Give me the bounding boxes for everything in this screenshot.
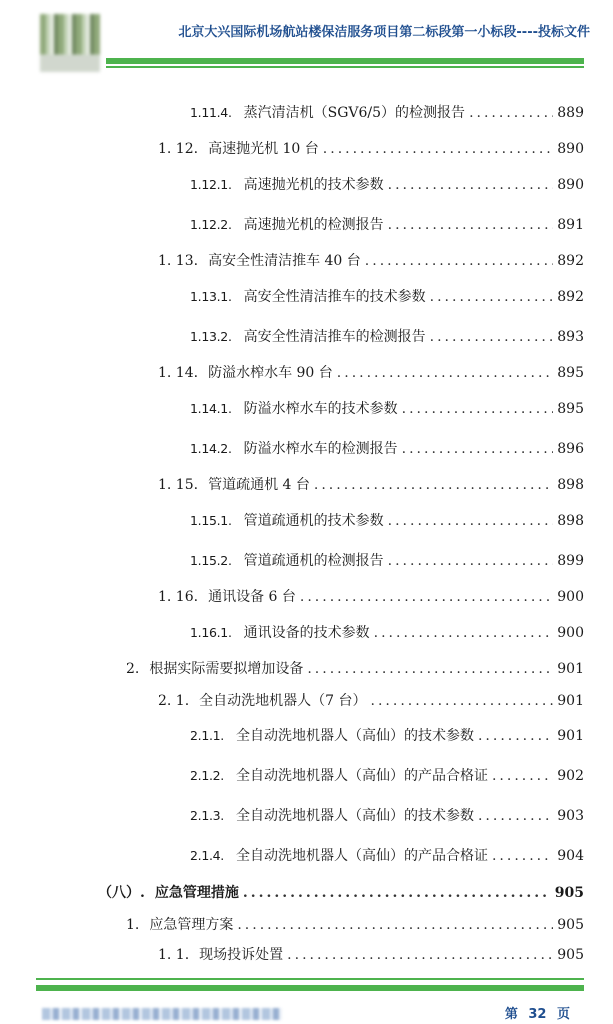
- toc-entry-title: 高速抛光机的技术参数: [243, 177, 384, 193]
- toc-dot-leader: [478, 728, 553, 744]
- toc-dot-leader: [402, 441, 554, 457]
- toc-entry-number: 1.14.2.: [190, 441, 232, 456]
- toc-dot-leader: [388, 177, 554, 193]
- toc-entry-page: 901: [557, 693, 584, 709]
- toc-entry-title: 全自动洗地机器人（高仙）的技术参数: [235, 728, 474, 744]
- page-number: 第 32 页: [504, 1007, 570, 1022]
- toc-entry-title: 高安全性清洁推车的检测报告: [243, 329, 426, 345]
- toc-entry-title: 全自动洗地机器人（高仙）的产品合格证: [235, 848, 488, 864]
- toc-entry[interactable]: [190, 102, 584, 122]
- footer-company-text: [42, 1008, 282, 1020]
- toc-entry-number: 2. 1.: [158, 693, 190, 709]
- toc-dot-leader: [469, 105, 553, 121]
- toc-entry-title: 全自动洗地机器人（高仙）的产品合格证: [235, 768, 488, 784]
- toc-entry-title: 高安全性清洁推车 40 台: [208, 253, 361, 269]
- toc-entry-page: 898: [557, 477, 584, 493]
- toc-entry-number: 1.12.1.: [190, 177, 232, 192]
- toc-entry-number: 1.12.2.: [190, 217, 232, 232]
- toc-dot-leader: [492, 848, 553, 864]
- toc-entry-number: （八）.: [98, 885, 145, 901]
- toc-entry-number: 1.15.1.: [190, 513, 232, 528]
- footer-rule-thin: [36, 978, 584, 980]
- toc-entry-title: 防溢水榨水车的检测报告: [243, 441, 398, 457]
- toc-dot-leader: [371, 693, 554, 709]
- toc-dot-leader: [314, 477, 553, 493]
- toc-entry-number: 2.1.1.: [190, 728, 224, 743]
- toc-entry-title: 管道疏通机 4 台: [208, 477, 310, 493]
- toc-entry-title: 根据实际需要拟增加设备: [149, 661, 304, 677]
- toc-dot-leader: [374, 625, 554, 641]
- toc-entry-title: 防溢水榨水车 90 台: [208, 365, 333, 381]
- toc-entry[interactable]: [126, 914, 584, 934]
- toc-dot-leader: [365, 253, 553, 269]
- toc-dot-leader: [388, 217, 554, 233]
- toc-dot-leader: [243, 885, 551, 901]
- toc-entry-page: 900: [557, 589, 584, 605]
- toc-dot-leader: [478, 808, 553, 824]
- toc-entry[interactable]: [190, 622, 584, 642]
- toc-entry-page: 895: [557, 401, 584, 417]
- toc-entry-number: 1.16.1.: [190, 625, 232, 640]
- toc-entry-title: 应急管理方案: [149, 917, 234, 933]
- toc-entry-number: 1.11.4.: [190, 105, 232, 120]
- toc-entry[interactable]: [158, 138, 584, 158]
- toc-entry[interactable]: [190, 398, 584, 418]
- company-logo: [40, 14, 100, 72]
- toc-entry-title: 现场投诉处置: [199, 947, 284, 963]
- toc-entry-page: 901: [557, 661, 584, 677]
- toc-entry[interactable]: [190, 286, 584, 306]
- toc-entry-title: 管道疏通机的检测报告: [243, 553, 384, 569]
- footer-rule: [36, 985, 584, 991]
- toc-entry-number: 1.13.1.: [190, 289, 232, 304]
- toc-dot-leader: [300, 589, 553, 605]
- toc-entry-title: 应急管理措施: [154, 885, 239, 901]
- toc-entry-page: 902: [557, 768, 584, 784]
- toc-entry-page: 901: [557, 728, 584, 744]
- toc-entry[interactable]: [190, 174, 584, 194]
- toc-entry-number: 1. 16.: [158, 589, 199, 605]
- toc-entry-number: 1.: [126, 917, 140, 933]
- toc-entry-title: 通讯设备 6 台: [208, 589, 296, 605]
- toc-entry-page: 898: [557, 513, 584, 529]
- toc-entry[interactable]: [126, 658, 584, 678]
- toc-entry-number: 2.1.3.: [190, 808, 224, 823]
- toc-entry-number: 1.14.1.: [190, 401, 232, 416]
- toc-entry[interactable]: [190, 326, 584, 346]
- toc-entry[interactable]: [190, 765, 584, 785]
- toc-entry[interactable]: [98, 882, 584, 902]
- toc-dot-leader: [430, 329, 554, 345]
- toc-dot-leader: [388, 513, 554, 529]
- toc-entry-title: 全自动洗地机器人（高仙）的技术参数: [235, 808, 474, 824]
- toc-entry[interactable]: [158, 944, 584, 964]
- toc-entry-page: 896: [557, 441, 584, 457]
- toc-entry-page: 899: [557, 553, 584, 569]
- toc-entry[interactable]: [158, 250, 584, 270]
- toc-dot-leader: [237, 917, 553, 933]
- document-header-title: 北京大兴国际机场航站楼保洁服务项目第二标段第一小标段----投标文件: [178, 25, 590, 40]
- toc-entry-page: 895: [557, 365, 584, 381]
- toc-entry[interactable]: [190, 214, 584, 234]
- toc-entry-page: 891: [557, 217, 584, 233]
- toc-entry-page: 893: [557, 329, 584, 345]
- toc-entry-title: 防溢水榨水车的技术参数: [243, 401, 398, 417]
- toc-entry-page: 892: [557, 289, 584, 305]
- toc-entry-number: 1. 15.: [158, 477, 199, 493]
- toc-dot-leader: [323, 141, 553, 157]
- toc-entry[interactable]: [158, 474, 584, 494]
- toc-entry-page: 889: [557, 105, 584, 121]
- toc-entry[interactable]: [190, 725, 584, 745]
- toc-entry-page: 890: [557, 177, 584, 193]
- toc-dot-leader: [402, 401, 554, 417]
- toc-entry-title: 高速抛光机的检测报告: [243, 217, 384, 233]
- toc-entry-page: 892: [557, 253, 584, 269]
- toc-entry[interactable]: [190, 438, 584, 458]
- toc-dot-leader: [287, 947, 553, 963]
- toc-entry[interactable]: [190, 845, 584, 865]
- toc-entry-title: 通讯设备的技术参数: [243, 625, 370, 641]
- toc-entry[interactable]: [190, 510, 584, 530]
- toc-entry-page: 903: [557, 808, 584, 824]
- toc-dot-leader: [492, 768, 553, 784]
- toc-entry-title: 高速抛光机 10 台: [208, 141, 319, 157]
- toc-entry-number: 1. 12.: [158, 141, 199, 157]
- toc-entry-page: 904: [557, 848, 584, 864]
- toc-entry-title: 全自动洗地机器人（7 台）: [199, 693, 367, 709]
- toc-entry-title: 蒸汽清洁机（SGV6/5）的检测报告: [243, 105, 466, 121]
- toc-dot-leader: [388, 553, 554, 569]
- toc-entry-number: 2.1.4.: [190, 848, 224, 863]
- toc-dot-leader: [430, 289, 554, 305]
- toc-entry-page: 900: [557, 625, 584, 641]
- toc-entry-title: 高安全性清洁推车的技术参数: [243, 289, 426, 305]
- toc-entry-number: 2.1.2.: [190, 768, 224, 783]
- toc-entry-number: 1.13.2.: [190, 329, 232, 344]
- header-rule-thin: [106, 66, 584, 68]
- toc-entry-page: 890: [557, 141, 584, 157]
- toc-entry-number: 1. 14.: [158, 365, 199, 381]
- toc-entry-number: 1. 13.: [158, 253, 199, 269]
- toc-entry-page: 905: [554, 885, 584, 901]
- header-rule: [106, 58, 584, 64]
- toc-entry[interactable]: [158, 362, 584, 382]
- toc-entry[interactable]: [158, 690, 584, 710]
- toc-entry-number: 2.: [126, 661, 140, 677]
- toc-entry-number: 1. 1.: [158, 947, 190, 963]
- toc-entry-title: 管道疏通机的技术参数: [243, 513, 384, 529]
- toc-entry-number: 1.15.2.: [190, 553, 232, 568]
- toc-entry-page: 905: [557, 947, 584, 963]
- toc-dot-leader: [337, 365, 553, 381]
- toc-entry[interactable]: [190, 550, 584, 570]
- toc-entry[interactable]: [158, 586, 584, 606]
- toc-entry[interactable]: [190, 805, 584, 825]
- toc-entry-page: 905: [557, 917, 584, 933]
- toc-dot-leader: [307, 661, 553, 677]
